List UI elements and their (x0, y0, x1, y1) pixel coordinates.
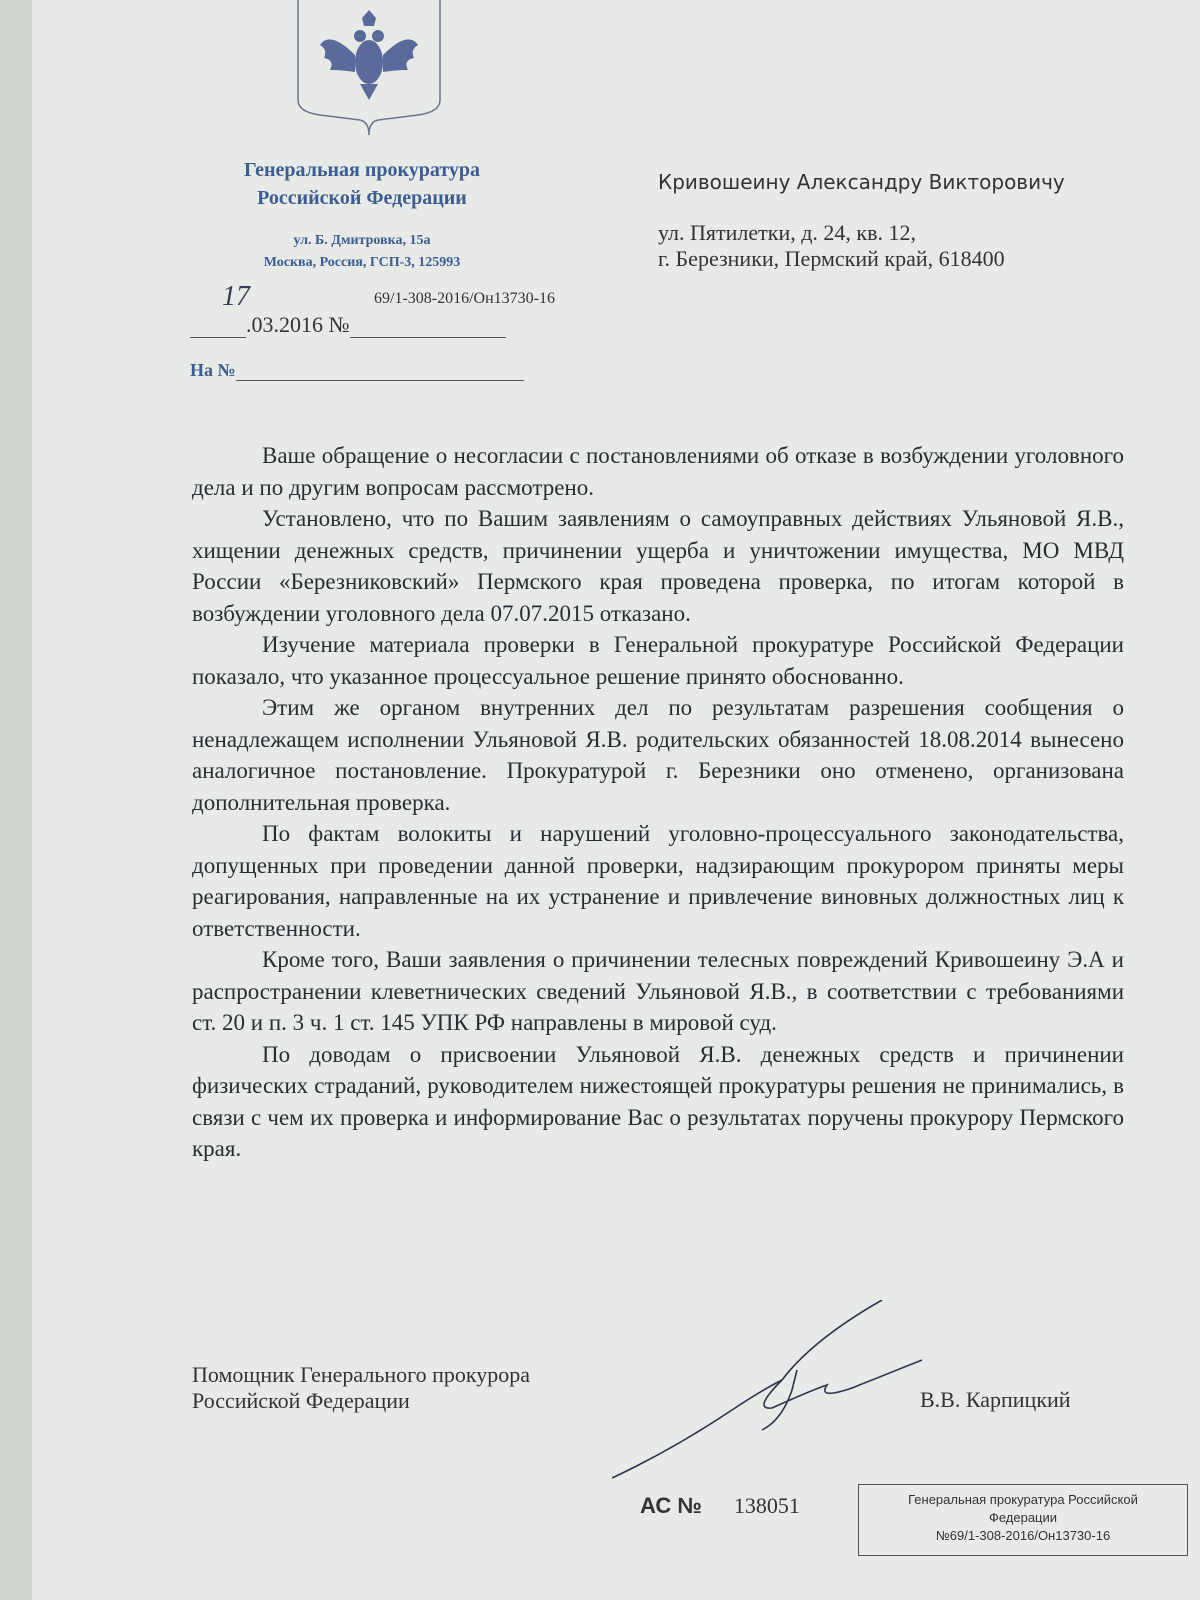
reply-to-underline (236, 360, 524, 381)
body-paragraph: Установлено, что по Вашим заявлениям о самоуправных действиях Ульяновой Я.В., хищении денежных средств, причинении ущерба и уничтожении имущества, МО МВД России «Березниковский» Пермского края проведена проверка, по итогам которой в возбуждении уголовного дела 07.07.2015 отказано. (192, 506, 1124, 626)
body-paragraph: Изучение материала проверки в Генеральной прокуратуре Российской Федерации показало, что указанное процессуальное решение принято обоснованно. (192, 632, 1124, 689)
ac-value: 138051 (733, 1493, 800, 1518)
registration-stamp (858, 1484, 1188, 1556)
body-paragraph: Кроме того, Ваши заявления о причинении телесных повреждений Кривошеину Э.А и распространении клеветнических сведений Ульяновой Я.В., в соответствии с требованиями ст. 20 и п. 3 ч. 1 ст. 145 УПК РФ направлены в мировой суд. (192, 947, 1124, 1035)
recipient-address (658, 220, 1005, 272)
body-paragraph: Ваше обращение о несогласии с постановлениями об отказе в возбуждении уголовного дела и по другим вопросам рассмотрено. (192, 443, 1124, 500)
org-address-line-1: ул. Б. Дмитровка, 15а (293, 233, 431, 248)
recipient-address-line-1: ул. Пятилетки, д. 24, кв. 12, (658, 220, 916, 245)
number-label: № (328, 312, 350, 337)
body-paragraph: Этим же органом внутренних дел по результатам разрешения сообщения о ненадлежащем исполнении Ульяновой Я.В. родительских обязанностей 18.08.2014 вынесено аналогичное постановление. Прокуратурой г. Березники оно отменено, организована дополнительная проверка. (192, 695, 1124, 815)
org-line-2: Российской Федерации (257, 187, 467, 209)
org-address-line-2: Москва, Россия, ГСП-3, 125993 (263, 255, 461, 270)
recipient-name: Кривошеину Александру Викторовичу (658, 170, 1065, 194)
stamp-line-1: Генеральная прокуратура Российской (908, 1492, 1138, 1507)
ac-label: АС № (640, 1493, 702, 1518)
letter-sheet (32, 0, 1200, 1600)
handwritten-day: 17 (222, 281, 250, 312)
stamp-line-2: Федерации (988, 1510, 1058, 1525)
signatory-title (192, 1362, 530, 1414)
body-paragraph: По доводам о присвоении Ульяновой Я.В. денежных средств и причинении физических страданий, руководителем нижестоящей прокуратуры решения не принимались, в связи с чем их проверка и информирование Вас о результатах поручены прокурору Пермского края. (192, 1041, 1124, 1161)
org-line-1: Генеральная прокуратура (243, 159, 481, 181)
date-number-line (190, 312, 506, 338)
outgoing-reference-number: 69/1-308-2016/Он13730-16 (374, 290, 555, 307)
coat-of-arms-emblem (290, 0, 448, 135)
stamp-line-3: №69/1-308-2016/Он13730-16 (935, 1528, 1111, 1543)
organization-address (182, 230, 542, 274)
date-text: .03.2016 (246, 312, 323, 337)
ac-number (640, 1493, 800, 1519)
reply-to-label: На № (190, 360, 236, 380)
organization-name (182, 156, 542, 212)
number-underline (350, 317, 506, 338)
signatory-name: В.В. Карпицкий (920, 1387, 1071, 1412)
date-underline (190, 317, 246, 338)
signatory-title-line-1: Помощник Генерального прокурора (192, 1362, 531, 1387)
body-paragraph: По фактам волокиты и нарушений уголовно-процессуального законодательства, допущенных при проведении данной проверки, надзирающим прокурором приняты меры реагирования, направленные на их устранение и привлечение виновных должностных лиц к ответственности. (192, 821, 1124, 941)
reply-to-line (190, 360, 524, 381)
adjacent-page-edge (0, 0, 33, 1600)
recipient-address-line-2: г. Березники, Пермский край, 618400 (658, 246, 1005, 271)
signatory-title-line-2: Российской Федерации (192, 1388, 410, 1413)
letter-body (192, 440, 1124, 1165)
